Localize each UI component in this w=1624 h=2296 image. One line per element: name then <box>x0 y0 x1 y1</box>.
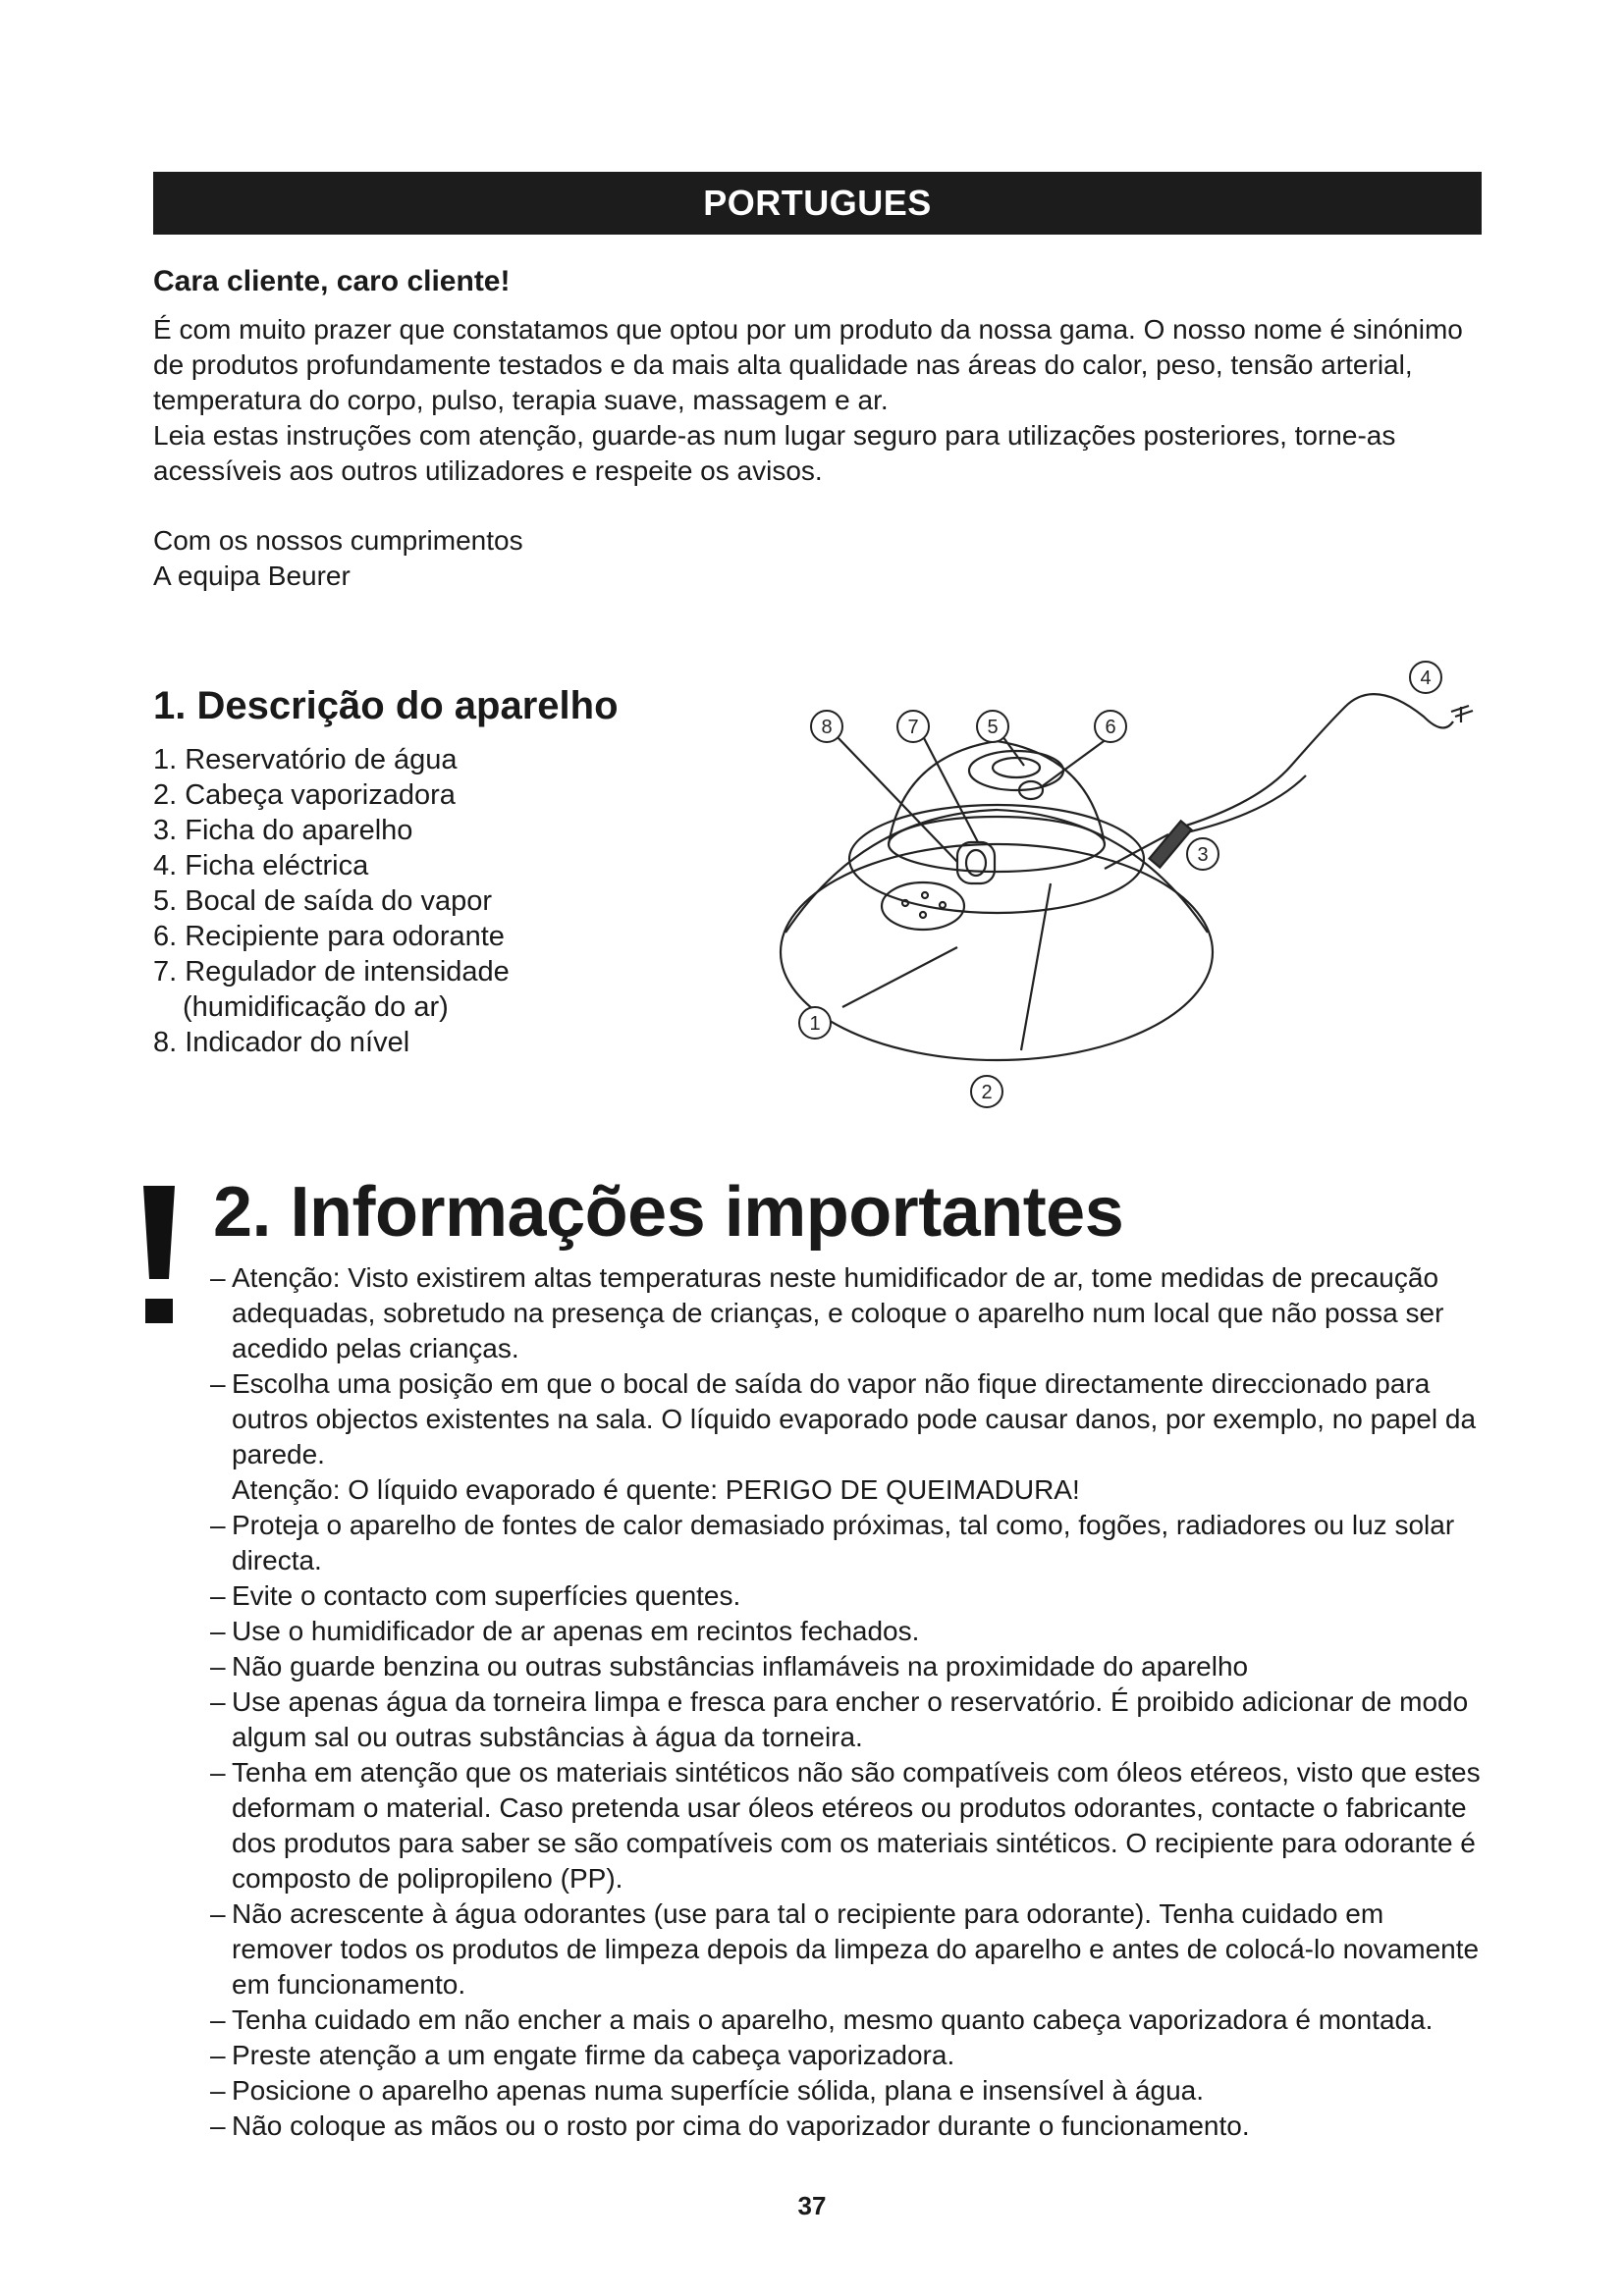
warning-item: – Não coloque as mãos ou o rosto por cima do vaporizador durante o funcionamento. <box>210 2110 1250 2141</box>
warning-item: – Use apenas água da torneira limpa e fresca para encher o reservatório. É proibido adicionar de modo algum sal ou outras substâncias à água da torneira. <box>210 1686 1469 1752</box>
closing <box>153 523 1489 594</box>
callout-2: 2 <box>981 1082 993 1103</box>
intro-paragraph-2: Leia estas instruções com atenção, guarde-as num lugar seguro para utilizações posteriores, torne-as acessíveis aos outros utilizadores e respeite os avisos. <box>153 420 1396 486</box>
warning-item: – Escolha uma posição em que o bocal de saída do vapor não fique directamente direccionado para outros objectos existentes na sala. O líquido evaporado pode causar danos, por exemplo, no papel da parede. <box>210 1368 1477 1469</box>
callout-8: 8 <box>821 717 833 738</box>
callout-1: 1 <box>809 1013 821 1035</box>
warning-item: – Proteja o aparelho de fontes de calor demasiado próximas, tal como, fogões, radiadores ou luz solar directa. <box>210 1510 1455 1575</box>
page-number: 37 <box>797 2191 827 2220</box>
closing-line-1: Com os nossos cumprimentos <box>153 525 523 556</box>
callout-4: 4 <box>1420 667 1432 689</box>
parts-list-item: 4. Ficha eléctrica <box>153 850 369 881</box>
reservoir-outline <box>781 844 1213 1060</box>
parts-list-item: 5. Bocal de saída do vapor <box>153 885 493 917</box>
warning-item: – Não guarde benzina ou outras substâncias inflamáveis na proximidade do aparelho <box>210 1651 1249 1682</box>
section-2-title: 2. Informações importantes <box>213 1173 1124 1252</box>
intro-paragraphs <box>153 312 1489 489</box>
section-1-title: 1. Descrição do aparelho <box>153 684 619 727</box>
warning-item: – Tenha cuidado em não encher a mais o aparelho, mesmo quanto cabeça vaporizadora é montada. <box>210 2004 1434 2035</box>
parts-list-item: 1. Reservatório de água <box>153 744 458 775</box>
humidifier-diagram <box>746 648 1512 1139</box>
language-banner: PORTUGUES <box>153 172 1482 235</box>
parts-list-item: 2. Cabeça vaporizadora <box>153 779 456 811</box>
parts-list-item: 8. Indicador do nível <box>153 1027 410 1058</box>
callout-7: 7 <box>907 717 919 738</box>
parts-list-item: 3. Ficha do aparelho <box>153 815 413 846</box>
warning-exclamation-icon <box>139 1186 179 1323</box>
parts-list-item-continuation: (humidificação do ar) <box>183 991 449 1023</box>
warning-item: – Use o humidificador de ar apenas em recintos fechados. <box>210 1616 920 1646</box>
callout-3: 3 <box>1197 844 1209 866</box>
parts-list <box>153 742 762 1060</box>
callout-6: 6 <box>1105 717 1116 738</box>
warning-item: – Preste atenção a um engate firme da cabeça vaporizadora. <box>210 2040 955 2070</box>
intro-paragraph-1: É com muito prazer que constatamos que optou por um produto da nossa gama. O nosso nome é sinónimo de produtos profundamente testados e da mais alta qualidade nas áreas do calor, peso, tensão arterial, temperatura do corpo, pulso, terapia suave, massagem e ar. <box>153 314 1463 415</box>
warning-item: – Posicione o aparelho apenas numa superfície sólida, plana e insensível à água. <box>210 2075 1204 2106</box>
warning-item: – Não acrescente à água odorantes (use para tal o recipiente para odorante). Tenha cuidado em remover todos os produtos de limpeza depois da limpeza do aparelho e antes de colocá-lo novamente em funcionamento. <box>210 1898 1480 2000</box>
warnings-list <box>210 1260 1487 2144</box>
callout-5: 5 <box>987 717 999 738</box>
vaporizer-head <box>889 741 1105 844</box>
warning-item: – Tenha em atenção que os materiais sintéticos não são compatíveis com óleos etéreos, visto que estes deformam o material. Caso pretenda usar óleos etéreos ou produtos odorantes, contacte o fabricante dos produtos para saber se são compatíveis com os materiais sintéticos. O recipiente para odorante é composto de polipropileno (PP). <box>210 1757 1481 1894</box>
greeting: Cara cliente, caro cliente! <box>153 265 511 297</box>
warning-item-note: Atenção: O líquido evaporado é quente: PERIGO DE QUEIMADURA! <box>232 1474 1080 1505</box>
parts-list-item: 7. Regulador de intensidade <box>153 956 510 988</box>
warning-item: – Evite o contacto com superfícies quentes. <box>210 1580 741 1611</box>
parts-list-item: 6. Recipiente para odorante <box>153 921 505 952</box>
warning-item: – Atenção: Visto existirem altas temperaturas neste humidificador de ar, tome medidas de precaução adequadas, sobretudo na presença de crianças, e coloque o aparelho num local que não possa ser acedido pelas crianças. <box>210 1262 1444 1363</box>
closing-line-2: A equipa Beurer <box>153 561 351 591</box>
